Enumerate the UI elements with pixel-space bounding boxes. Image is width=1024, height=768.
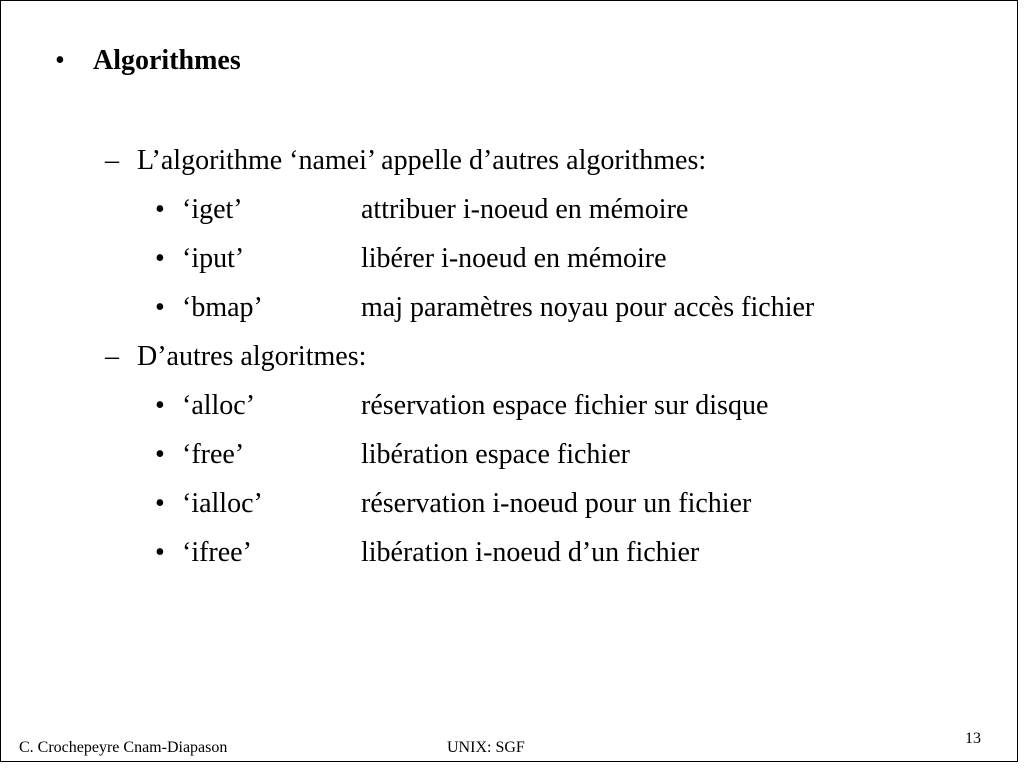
list-bullet: •	[155, 439, 165, 470]
list-bullet: •	[155, 488, 165, 519]
algorithm-description: libérer i-noeud en mémoire	[361, 243, 667, 274]
list-bullet: •	[155, 194, 165, 225]
section-dash: –	[105, 341, 119, 372]
algorithm-description: réservation i-noeud pour un fichier	[361, 488, 752, 519]
algorithm-description: réservation espace fichier sur disque	[361, 390, 769, 421]
footer-author: C. Crochepeyre Cnam-Diapason	[19, 739, 228, 756]
algorithm-name: ‘ialloc’	[182, 488, 263, 519]
algorithm-name: ‘alloc’	[182, 390, 256, 421]
section-heading: D’autres algoritmes:	[137, 341, 367, 372]
title-bullet: •	[55, 45, 65, 76]
list-bullet: •	[155, 537, 165, 568]
algorithm-name: ‘bmap’	[182, 292, 263, 323]
section-dash: –	[105, 145, 119, 176]
algorithm-name: ‘iget’	[182, 194, 243, 225]
slide-title: Algorithmes	[93, 45, 241, 76]
algorithm-description: libération i-noeud d’un fichier	[361, 537, 700, 568]
algorithm-description: libération espace fichier	[361, 439, 630, 470]
section-heading: L’algorithme ‘namei’ appelle d’autres algorithmes:	[137, 145, 707, 176]
list-bullet: •	[155, 292, 165, 323]
algorithm-description: attribuer i-noeud en mémoire	[361, 194, 689, 225]
list-bullet: •	[155, 390, 165, 421]
list-bullet: •	[155, 243, 165, 274]
algorithm-description: maj paramètres noyau pour accès fichier	[361, 292, 815, 323]
algorithm-name: ‘iput’	[182, 243, 245, 274]
page-number: 13	[965, 730, 981, 747]
footer-course: UNIX: SGF	[447, 739, 525, 756]
algorithm-name: ‘free’	[182, 439, 245, 470]
algorithm-name: ‘ifree’	[182, 537, 252, 568]
